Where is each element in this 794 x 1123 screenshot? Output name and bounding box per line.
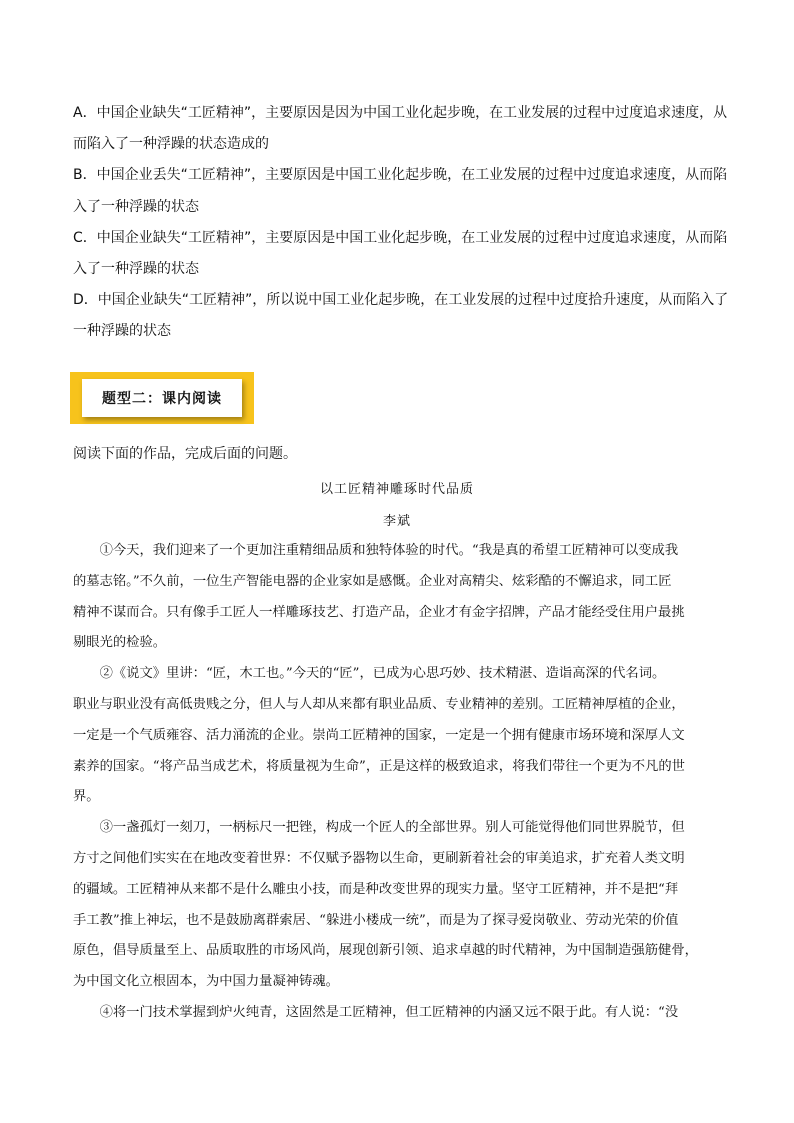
section-title: 题型二：课内阅读 [102,391,222,407]
option-a-line-1: A．中国企业缺失“工匠精神”，主要原因是因为中国工业化起步晚，在工业发展的过程中过度追求速度，从 [73,105,728,121]
article-line: 职业与职业没有高低贵贱之分，但人与人却从来都有职业品质、专业精神的差别。工匠精神厚植的企业， [73,696,685,712]
article-line: 剔眼光的检验。 [73,635,167,651]
option-b-line-2: 入了一种浮躁的状态 [73,198,199,215]
option-c-line-2: 入了一种浮躁的状态 [73,261,199,278]
answer-options [73,98,733,348]
article-body [73,536,733,1029]
article-line: 原色，倡导质量至上、品质取胜的市场风尚，展现创新引领、追求卓越的时代精神，为中国制造强筋健骨， [73,943,698,959]
article-line: 素养的国家。“将产品当成艺术，将质量视为生命”，正是这样的极致追求，将我们带往一个更为不凡的世 [73,758,685,774]
option-a-line-2: 而陷入了一种浮躁的状态造成的 [73,136,269,153]
option-d-line-1: D．中国企业缺失“工匠精神”，所以说中国工业化起步晚，在工业发展的过程中过度拾升速度，从而陷入了 [73,292,729,309]
article-line: 一定是一个气质雍容、活力涌流的企业。崇尚工匠精神的国家，一定是一个拥有健康市场环境和深厚人文 [73,727,685,743]
article-line: 界。 [73,789,100,805]
article-line: 的疆域。工匠精神从来都不是什么雕虫小技，而是种改变世界的现实力量。坚守工匠精神，并不是把“拜 [73,881,679,897]
article-line: 为中国文化立根固本，为中国力量凝神铸魂。 [73,974,339,990]
article-author: 李斌 [382,514,411,529]
article-line: 方寸之间他们实实在在地改变着世界：不仅赋予器物以生命，更刷新着社会的审美追求，扩充着人类文明 [73,850,685,866]
option-c-line-1: C．中国企业缺失“工匠精神”，主要原因是中国工业化起步晚，在工业发展的过程中过度追求速度，从而陷 [73,229,728,246]
article-line: 的墓志铭。”不久前，一位生产智能电器的企业家如是感慨。企业对高精尖、炫彩酷的不懈追求，同工匠 [73,573,672,589]
option-d-line-2: 一种浮躁的状态 [73,323,171,340]
article-title: 以工匠精神雕琢时代品质 [319,482,474,497]
option-c[interactable] [73,223,733,285]
option-a[interactable] [73,98,733,160]
reading-instruction: 阅读下面的作品，完成后面的问题。 [73,446,297,462]
article-line: ①今天，我们迎来了一个更加注重精细品质和独特体验的时代。“我是真的希望工匠精神可以变成我 [73,543,679,558]
option-b[interactable] [73,160,733,222]
section-badge [70,372,254,424]
article-line: ③一盏孤灯一刻刀，一柄标尺一把锉，构成一个匠人的全部世界。别人可能觉得他们同世界脱节，但 [73,820,685,836]
article-line: 精神不谋而合。只有像手工匠人一样雕琢技艺、打造产品，企业才有金字招牌，产品才能经受住用户最挑 [73,604,685,620]
section-badge-card [82,379,242,417]
article-line: 手工教”推上神坛，也不是鼓励离群索居、“躲进小楼成一统”，而是为了探寻爱岗敬业、劳动光荣的价值 [73,912,679,928]
option-d[interactable] [73,285,733,347]
option-b-line-1: B．中国企业丢失“工匠精神”，主要原因是中国工业化起步晚，在工业发展的过程中过度追求速度，从而陷 [73,167,728,184]
article-line: ②《说文》里讲：“匠，木工也。”今天的“匠”，已成为心思巧妙、技术精湛、造诣高深的代名词。 [73,666,666,682]
article-line: ④将一门技术掌握到炉火纯青，这固然是工匠精神，但工匠精神的内涵又远不限于此。有人说：“没 [73,1004,679,1020]
